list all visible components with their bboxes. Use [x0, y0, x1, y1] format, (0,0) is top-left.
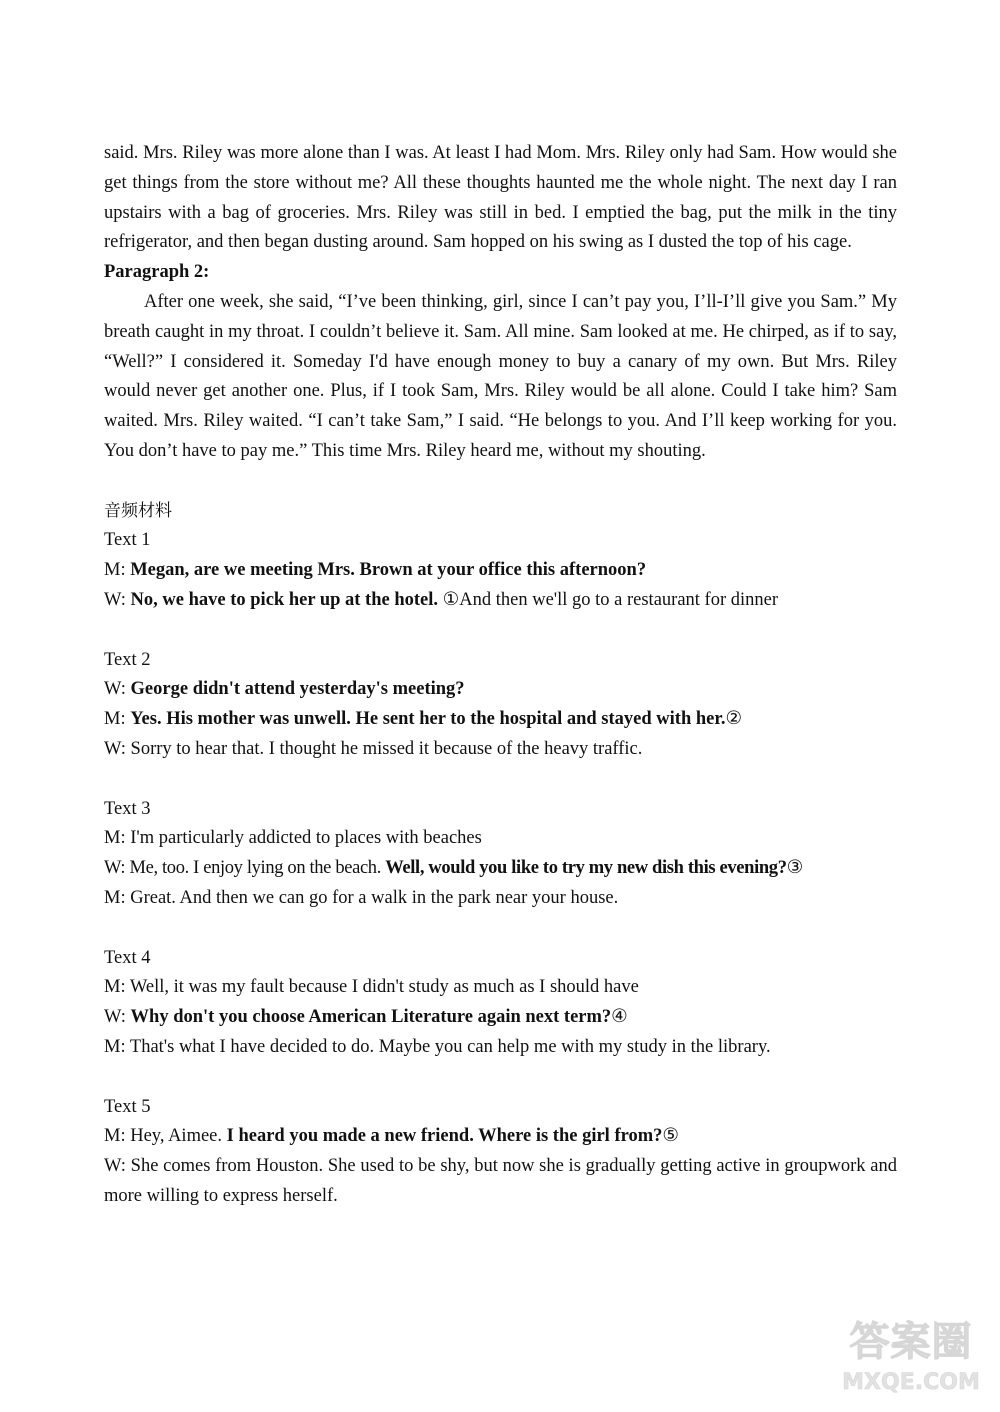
text-4-title: Text 4 — [104, 947, 151, 968]
text-3-line-2 — [104, 854, 897, 884]
speaker-label: M: — [104, 1126, 126, 1147]
paragraph-2-heading: Paragraph 2: — [104, 262, 210, 283]
dialogue-plain: Well, it was my fault because I didn't study as much as I should have — [129, 977, 639, 998]
speaker-label: W: — [104, 858, 126, 879]
paragraph-2-text: After one week, she said, “I’ve been thinking, girl, since I can’t pay you, I’ll-I’ll give you Sam.” My breath caught in my throat. I couldn’t believe it. Sam. All mine. Sam looked at me. He chirped, as if to say, “Well?” I considered it. Someday I'd have enough money to buy a canary of my own. But Mrs. Riley would never get another one. Plus, if I took Sam, Mrs. Riley would be all alone. Could I take him? Sam waited. Mrs. Riley waited. “I can’t take Sam,” I said. “He belongs to you. And I’ll keep working for you. You don’t have to pay me.” This time Mrs. Riley heard me, without my shouting. — [104, 291, 897, 461]
dialogue-plain: Sorry to hear that. I thought he missed it because of the heavy traffic. — [130, 738, 643, 759]
dialogue-bold: I heard you made a new friend. Where is the girl from? — [226, 1126, 663, 1147]
dialogue-lead: Me, too. I enjoy lying on the beach. — [129, 858, 381, 879]
dialogue-plain: She comes from Houston. She used to be shy, but now she is gradually getting active in groupwork and more willing to express herself. — [104, 1156, 897, 1206]
dialogue-plain: ⑤ — [662, 1126, 679, 1147]
text-4-line-2 — [104, 1003, 897, 1033]
text-5-title: Text 5 — [104, 1096, 151, 1117]
text-1-line-2 — [104, 586, 897, 616]
speaker-label: W: — [104, 589, 126, 610]
text-1-title: Text 1 — [104, 530, 151, 551]
audio-material-heading: 音频材料 — [104, 500, 172, 521]
text-2-line-1 — [104, 675, 897, 705]
speaker-label: M: — [104, 1036, 126, 1057]
speaker-label: M: — [104, 560, 126, 581]
speaker-label: W: — [104, 738, 126, 759]
spacer — [104, 616, 897, 646]
passage-continuation: said. Mrs. Riley was more alone than I was. At least I had Mom. Mrs. Riley only had Sam. How would she get things from the store without me? All these thoughts haunted me the whole night. The next day I ran upstairs with a bag of groceries. Mrs. Riley was still in bed. I emptied the bag, put the milk in the tiny refrigerator, and then began dusting around. Sam hopped on his swing as I dusted the top of his cage. — [104, 143, 897, 253]
dialogue-plain: ③ — [786, 858, 803, 879]
dialogue-bold: Well, would you like to try my new dish this evening? — [385, 858, 787, 879]
dialogue-bold: Megan, are we meeting Mrs. Brown at your office this afternoon? — [130, 560, 647, 581]
dialogue-lead: Hey, Aimee. — [130, 1126, 223, 1147]
speaker-label: M: — [104, 887, 126, 908]
speaker-label: W: — [104, 679, 126, 700]
text-2-line-2 — [104, 705, 897, 735]
text-3-line-1 — [104, 824, 897, 854]
speaker-label: W: — [104, 1156, 126, 1177]
text-5-line-2 — [104, 1152, 897, 1212]
spacer — [104, 467, 897, 497]
watermark-logo — [836, 1316, 986, 1400]
text-2-line-3 — [104, 735, 897, 765]
dialogue-bold: No, we have to pick her up at the hotel. — [130, 589, 439, 610]
dialogue-bold: Why don't you choose American Literature again next term? — [130, 1007, 612, 1028]
text-4-line-3 — [104, 1033, 897, 1063]
dialogue-plain: ④ — [611, 1007, 628, 1028]
spacer — [104, 1063, 897, 1093]
dialogue-plain: ② — [725, 709, 743, 730]
text-5-line-1 — [104, 1122, 897, 1152]
spacer — [104, 914, 897, 944]
text-3-title: Text 3 — [104, 798, 151, 819]
dialogue-plain: ①And then we'll go to a restaurant for dinner — [442, 589, 779, 610]
document-page — [104, 139, 897, 1212]
text-2-title: Text 2 — [104, 649, 151, 670]
speaker-label: W: — [104, 1007, 126, 1028]
watermark-cn-text: 答案圈 — [849, 1319, 973, 1365]
dialogue-bold: Yes. His mother was unwell. He sent her to the hospital and stayed with her. — [130, 709, 726, 730]
dialogue-plain: That's what I have decided to do. Maybe you can help me with my study in the library. — [129, 1036, 771, 1057]
speaker-label: M: — [104, 709, 126, 730]
text-1-line-1 — [104, 556, 897, 586]
speaker-label: M: — [104, 828, 126, 849]
dialogue-plain: I'm particularly addicted to places with beaches — [130, 828, 482, 849]
watermark-site-text: MXQE.COM — [842, 1370, 980, 1395]
speaker-label: M: — [104, 977, 126, 998]
text-4-line-1 — [104, 973, 897, 1003]
text-3-line-3 — [104, 884, 897, 914]
dialogue-plain: Great. And then we can go for a walk in the park near your house. — [130, 887, 619, 908]
spacer — [104, 765, 897, 795]
dialogue-bold: George didn't attend yesterday's meeting? — [130, 679, 465, 700]
